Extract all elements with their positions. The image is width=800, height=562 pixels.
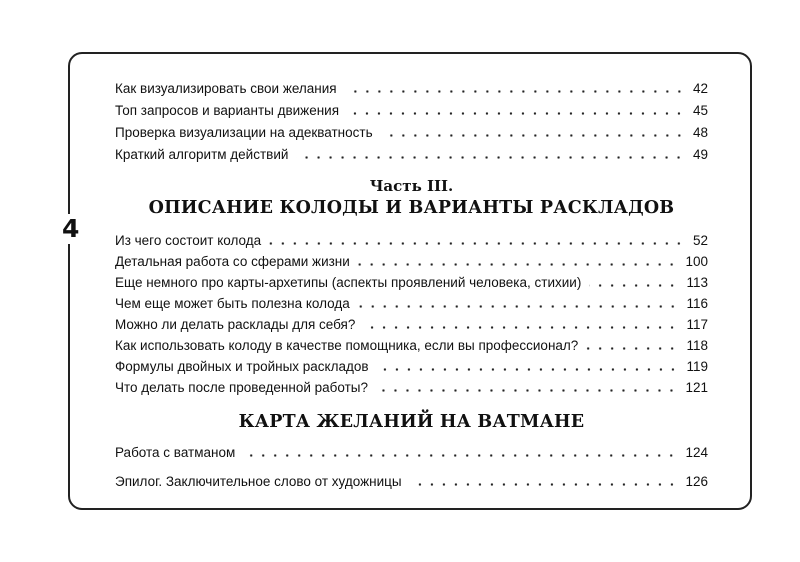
toc-entry[interactable] [115, 146, 708, 163]
toc-entry-page: 117 [686, 317, 708, 332]
dot-leader [358, 305, 679, 308]
toc-entry-title: Чем еще может быть полезна колода [115, 296, 350, 311]
toc-entry-page: 113 [686, 275, 708, 290]
dot-leader [381, 134, 685, 137]
dot-leader [586, 347, 678, 350]
toc-entry[interactable] [115, 316, 708, 333]
toc-entry-page: 119 [686, 359, 708, 374]
toc-entry-title: Детальная работа со сферами жизни [115, 254, 350, 269]
dot-leader [376, 389, 677, 392]
toc-entry-page: 42 [692, 81, 708, 96]
dot-leader [296, 156, 685, 159]
toc-entry-page: 52 [692, 233, 708, 248]
toc-entry-title: Эпилог. Заключительное слово от художницы [115, 474, 402, 489]
toc-entry-title: Формулы двойных и тройных раскладов [115, 359, 369, 374]
toc-entry-page: 48 [692, 125, 708, 140]
toc-entry[interactable] [115, 124, 708, 141]
dot-leader [269, 242, 685, 245]
section-title: ОПИСАНИЕ КОЛОДЫ И ВАРИАНТЫ РАСКЛАДОВ [148, 198, 675, 218]
toc-entry-title: Из чего состоит колода [115, 233, 262, 248]
toc-entry-page: 121 [685, 380, 708, 395]
toc-entry-title: Как использовать колоду в качестве помощника, если вы профессионал? [115, 338, 579, 353]
toc-entry-page: 100 [685, 254, 708, 269]
toc-entry-page: 124 [685, 445, 708, 460]
part-label: Часть III. [369, 177, 454, 195]
toc-entry-page: 45 [692, 103, 708, 118]
toc-entry[interactable] [115, 379, 708, 396]
page-number: 4 [62, 214, 80, 243]
toc-entry-page: 49 [692, 147, 708, 162]
toc-entry-title: Еще немного про карты-архетипы (аспекты проявлений человека, стихии) [115, 275, 582, 290]
toc-entry-title: Что делать после проведенной работы? [115, 380, 368, 395]
dot-leader [589, 284, 678, 287]
toc-entry[interactable] [115, 80, 708, 97]
toc-entry-title: Можно ли делать расклады для себя? [115, 317, 356, 332]
toc-entry-title: Как визуализировать свои желания [115, 81, 337, 96]
toc-entry-epilogue[interactable] [115, 473, 708, 490]
dot-leader [243, 454, 677, 457]
toc-entry[interactable] [115, 337, 708, 354]
toc-entry-title: Топ запросов и варианты движения [115, 103, 340, 118]
dot-leader [347, 112, 685, 115]
toc-entry-page: 118 [686, 338, 708, 353]
toc-entry[interactable] [115, 358, 708, 375]
toc-entry-title: Краткий алгоритм действий [115, 147, 289, 162]
dot-leader [363, 326, 678, 329]
dot-leader [358, 263, 678, 266]
dot-leader [377, 368, 679, 371]
section-title: КАРТА ЖЕЛАНИЙ НА ВАТМАНЕ [238, 412, 585, 432]
dot-leader [345, 90, 685, 93]
dot-leader [410, 483, 678, 486]
toc-entry-title: Работа с ватманом [115, 445, 236, 460]
toc-entry[interactable] [115, 295, 708, 312]
toc-entry[interactable] [115, 232, 708, 249]
toc-entry-title: Проверка визуализации на адекватность [115, 125, 373, 140]
toc-entry[interactable] [115, 444, 708, 461]
toc-entry-page: 116 [686, 296, 708, 311]
toc-entry[interactable] [115, 102, 708, 119]
toc-entry[interactable] [115, 253, 708, 270]
toc-entry-page: 126 [685, 474, 708, 489]
toc-entry[interactable] [115, 274, 708, 291]
